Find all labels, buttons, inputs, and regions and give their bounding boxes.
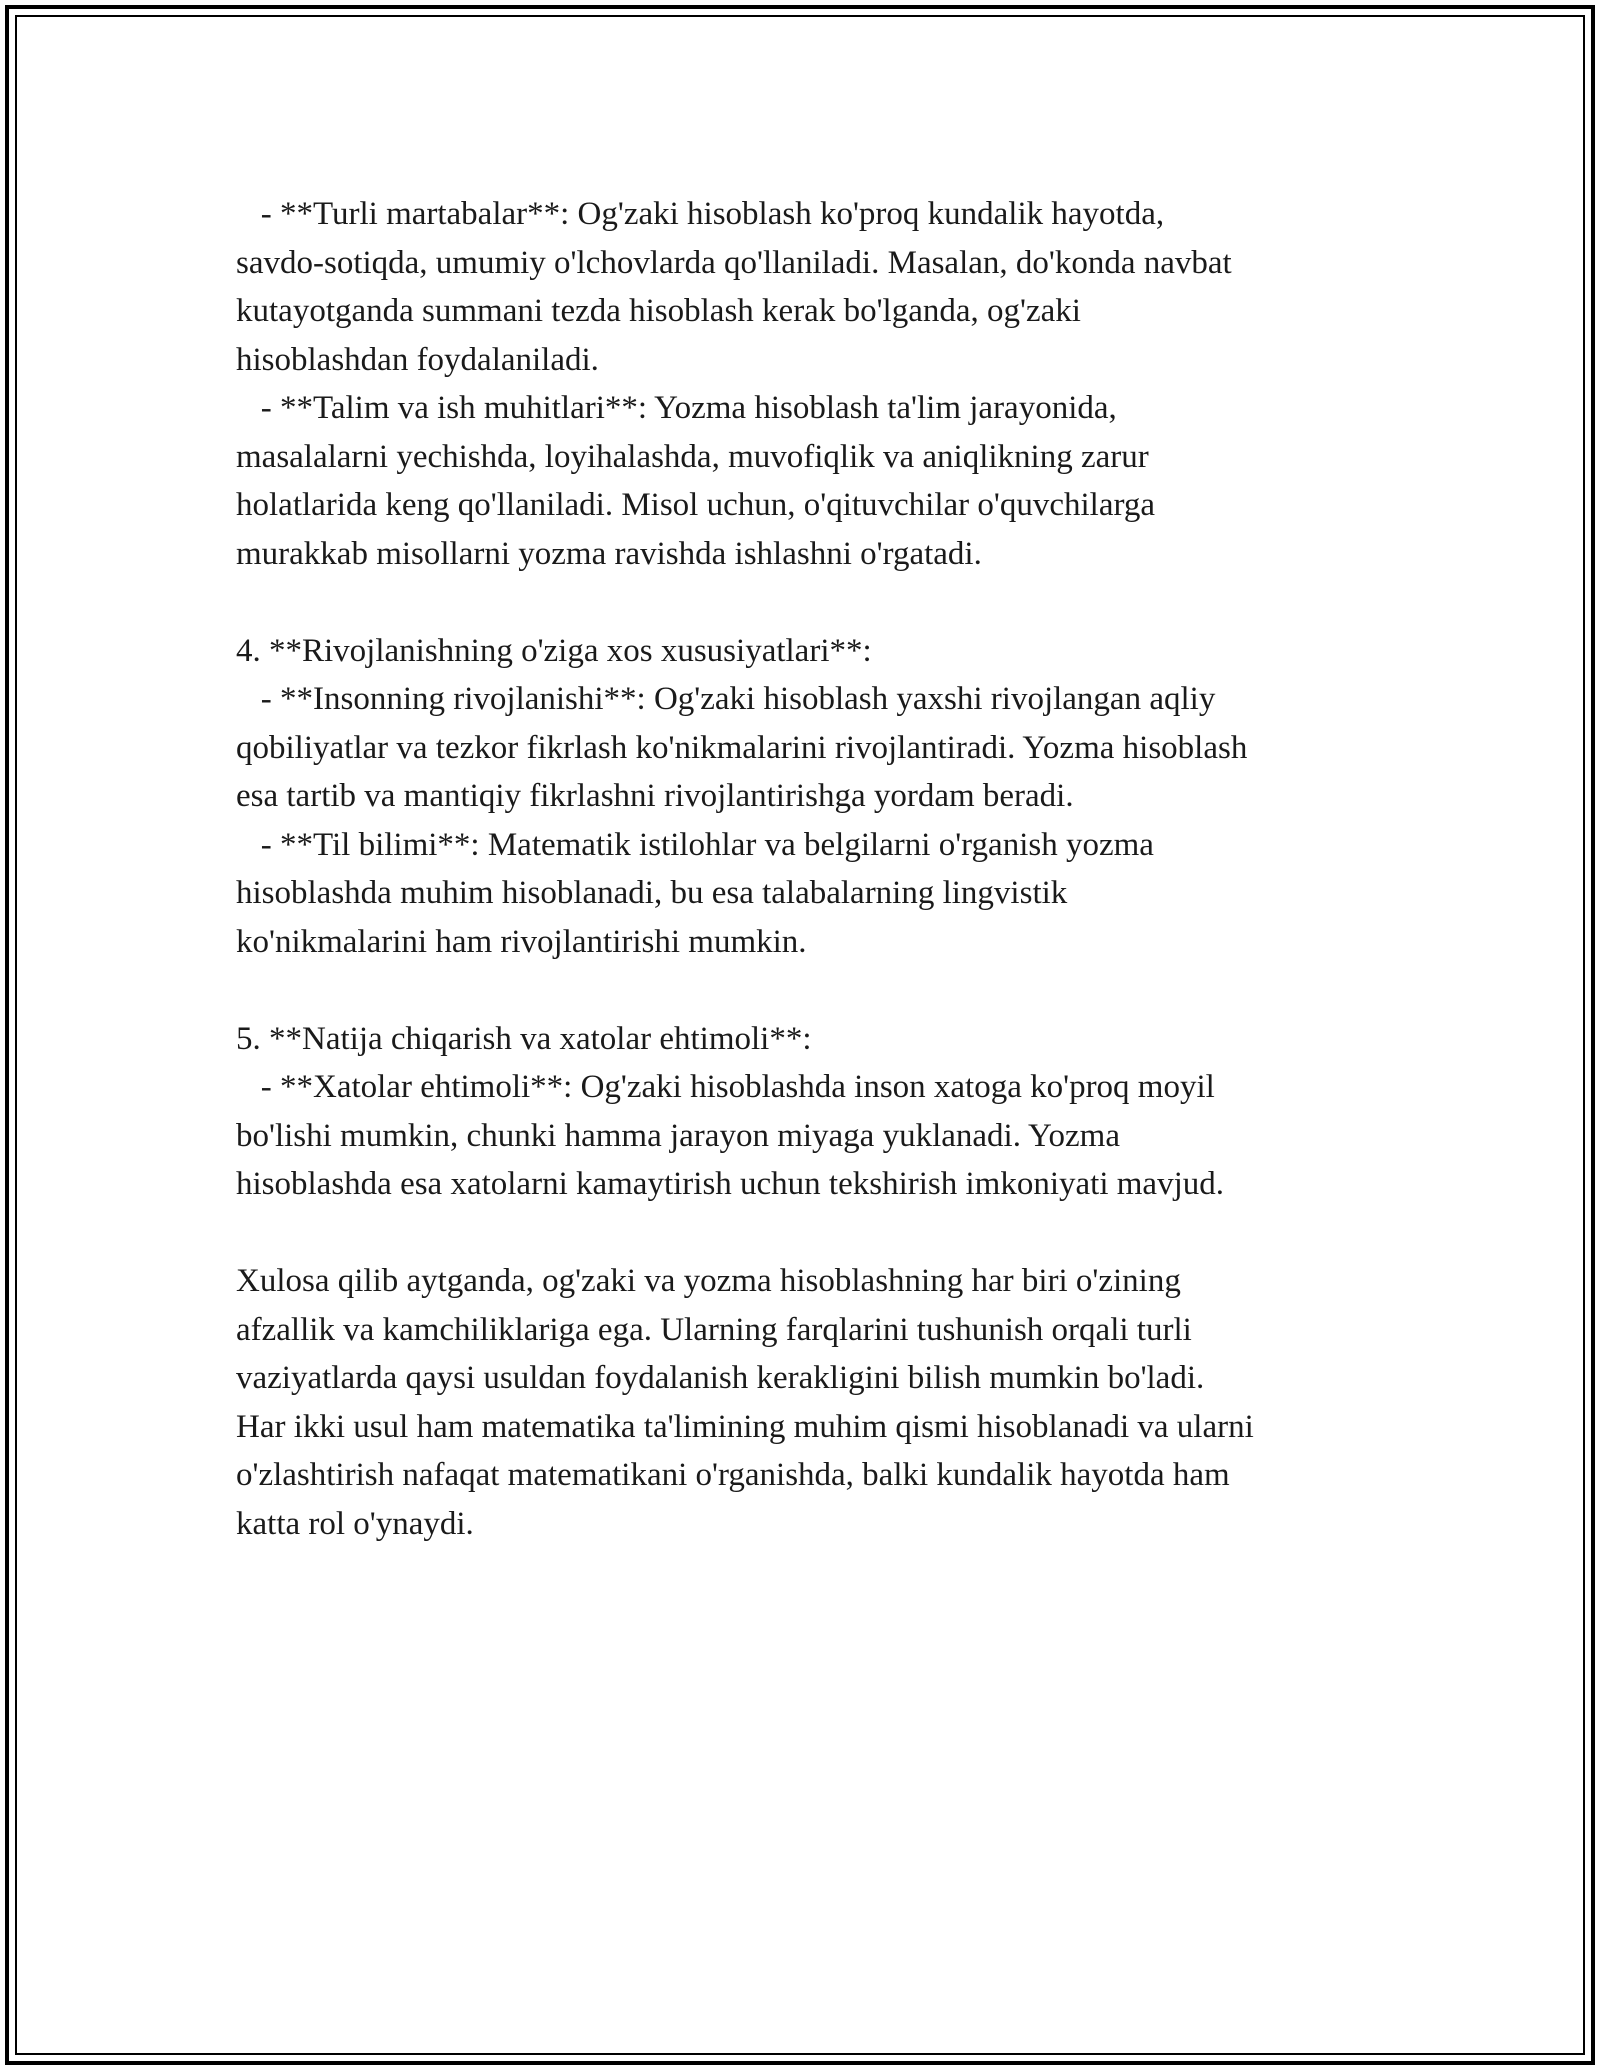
text-line: hisoblashda esa xatolarni kamaytirish uchun tekshirish imkoniyati mavjud.: [236, 1166, 1224, 1202]
conclusion-line: katta rol o'ynaydi.: [236, 1505, 474, 1542]
conclusion-line: afzallik va kamchiliklariga ega. Ularning farqlarini tushunish orqali turli: [236, 1311, 1192, 1348]
text-line: bo'lishi mumkin, chunki hamma jarayon miyaga yuklanadi. Yozma: [236, 1117, 1120, 1154]
text-line: - **Xatolar ehtimoli**: Og'zaki hisoblashda inson xatoga ko'proq moyil: [236, 1069, 1215, 1105]
text-line: - **Til bilimi**: Matematik istilohlar va belgilarni o'rganish yozma: [236, 826, 1154, 863]
text-line: masalalarni yechishda, loyihalashda, muvofiqlik va aniqlikning zarur: [236, 438, 1149, 475]
paragraph-gap: [236, 1209, 1396, 1258]
text-line: esa tartib va mantiqiy fikrlashni rivojlantirishga yordam beradi.: [236, 778, 1074, 814]
text-line: ko'nikmalarini ham rivojlantirishi mumkin.: [236, 923, 807, 960]
text-line: holatlarida keng qo'llaniladi. Misol uchun, o'qituvchilar o'quvchilarga: [236, 487, 1156, 523]
text-line: hisoblashdan foydalaniladi.: [236, 341, 599, 378]
text-line: hisoblashda muhim hisoblanadi, bu esa talabalarning lingvistik: [236, 875, 1068, 911]
conclusion-line: vaziyatlarda qaysi usuldan foydalanish kerakligini bilish mumkin bo'ladi.: [236, 1360, 1205, 1396]
text-line: kutayotganda summani tezda hisoblash kerak bo'lganda, og'zaki: [236, 293, 1081, 329]
conclusion-line: Har ikki usul ham matematika ta'limining muhim qismi hisoblanadi va ularni: [236, 1408, 1254, 1445]
section-heading: 5. **Natija chiqarish va xatolar ehtimoli**:: [236, 1020, 812, 1057]
conclusion-line: o'zlashtirish nafaqat matematikani o'rganishda, balki kundalik hayotda ham: [236, 1457, 1230, 1493]
text-line: murakkab misollarni yozma ravishda ishlashni o'rgatadi.: [236, 535, 982, 572]
text-line: - **Turli martabalar**: Og'zaki hisoblash ko'proq kundalik hayotda,: [236, 196, 1165, 232]
section-heading: 4. **Rivojlanishning o'ziga xos xususiyatlari**:: [236, 632, 872, 669]
text-line: savdo-sotiqda, umumiy o'lchovlarda qo'llaniladi. Masalan, do'konda navbat: [236, 244, 1232, 281]
paragraph-gap: [236, 966, 1396, 1015]
paragraph-gap: [236, 578, 1396, 627]
text-line: - **Talim va ish muhitlari**: Yozma hisoblash ta'lim jarayonida,: [236, 390, 1117, 426]
conclusion-line: Xulosa qilib aytganda, og'zaki va yozma hisoblashning har biri o'zining: [236, 1263, 1181, 1299]
document-body: [236, 190, 1396, 1548]
text-line: qobiliyatlar va tezkor fikrlash ko'nikmalarini rivojlantiradi. Yozma hisoblash: [236, 729, 1248, 766]
text-line: - **Insonning rivojlanishi**: Og'zaki hisoblash yaxshi rivojlangan aqliy: [236, 681, 1216, 717]
